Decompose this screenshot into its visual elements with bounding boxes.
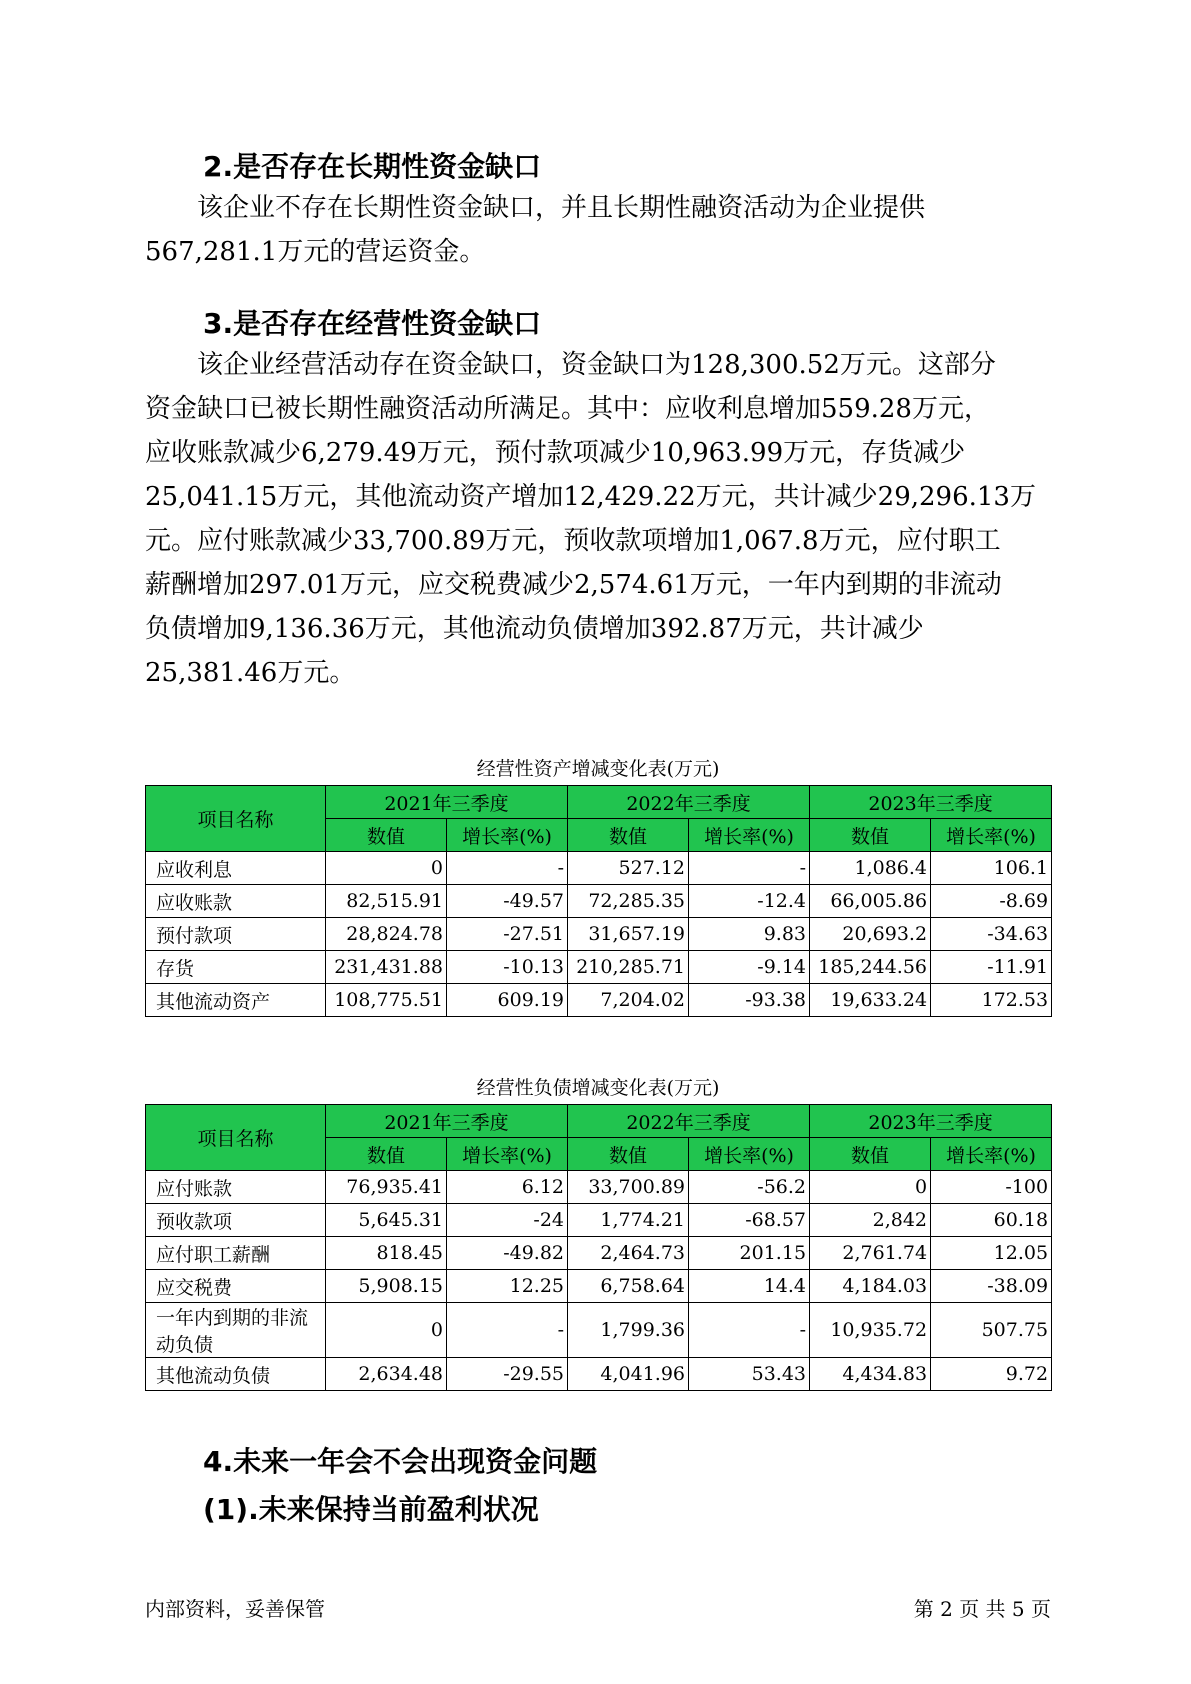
section3-paragraph <box>145 343 1045 695</box>
cell-value: 2,761.74 <box>810 1237 931 1270</box>
table1-caption: 经营性资产增减变化表(万元) <box>476 758 720 780</box>
cell-growth-rate: 201.15 <box>689 1237 810 1270</box>
cell-value: 4,434.83 <box>810 1358 931 1391</box>
cell-growth-rate: 12.05 <box>931 1237 1052 1270</box>
cell-value: 19,633.24 <box>810 984 931 1017</box>
table2-caption: 经营性负债增减变化表(万元) <box>476 1077 720 1099</box>
section3-heading: 3.是否存在经营性资金缺口 <box>203 307 542 340</box>
row-item-name: 存货 <box>146 951 326 984</box>
header-value: 数值 <box>568 1138 689 1171</box>
liability-change-table <box>145 1104 1052 1391</box>
row-item-name: 预付款项 <box>146 918 326 951</box>
cell-growth-rate: 9.83 <box>689 918 810 951</box>
cell-value: 31,657.19 <box>568 918 689 951</box>
section4-subheading: (1).未来保持当前盈利状况 <box>203 1493 539 1526</box>
cell-value: 527.12 <box>568 852 689 885</box>
cell-value: 5,908.15 <box>326 1270 447 1303</box>
header-value: 数值 <box>810 1138 931 1171</box>
row-item-name: 其他流动负债 <box>146 1358 326 1391</box>
section4-heading: 4.未来一年会不会出现资金问题 <box>203 1445 598 1478</box>
cell-growth-rate: -29.55 <box>447 1358 568 1391</box>
cell-value: 231,431.88 <box>326 951 447 984</box>
row-item-name: 一年内到期的非流动负债 <box>146 1303 326 1358</box>
paragraph-line: 567,281.1万元的营运资金。 <box>145 237 486 267</box>
header-period: 2021年三季度 <box>326 1105 568 1138</box>
cell-value: 6,758.64 <box>568 1270 689 1303</box>
paragraph-line: 该企业经营活动存在资金缺口，资金缺口为128,300.52万元。这部分 <box>197 350 996 380</box>
cell-growth-rate: -8.69 <box>931 885 1052 918</box>
cell-growth-rate: 507.75 <box>931 1303 1052 1358</box>
header-period: 2021年三季度 <box>326 786 568 819</box>
cell-growth-rate: 609.19 <box>447 984 568 1017</box>
cell-value: 108,775.51 <box>326 984 447 1017</box>
cell-growth-rate: 6.12 <box>447 1171 568 1204</box>
cell-growth-rate: -10.13 <box>447 951 568 984</box>
cell-growth-rate: -49.82 <box>447 1237 568 1270</box>
cell-growth-rate: -24 <box>447 1204 568 1237</box>
cell-value: 2,464.73 <box>568 1237 689 1270</box>
table-row <box>146 1204 1052 1237</box>
header-item-name: 项目名称 <box>146 1105 326 1171</box>
cell-growth-rate: -9.14 <box>689 951 810 984</box>
cell-value: 33,700.89 <box>568 1171 689 1204</box>
cell-value: 1,086.4 <box>810 852 931 885</box>
header-period: 2023年三季度 <box>810 1105 1052 1138</box>
cell-growth-rate: -27.51 <box>447 918 568 951</box>
table-row <box>146 885 1052 918</box>
footer-page-number: 第 2 页 共 5 页 <box>913 1597 1051 1621</box>
cell-growth-rate: -93.38 <box>689 984 810 1017</box>
cell-growth-rate: - <box>689 852 810 885</box>
cell-growth-rate: 172.53 <box>931 984 1052 1017</box>
table-row <box>146 852 1052 885</box>
row-item-name: 应收账款 <box>146 885 326 918</box>
table-row <box>146 984 1052 1017</box>
table-row <box>146 951 1052 984</box>
cell-growth-rate: -34.63 <box>931 918 1052 951</box>
cell-growth-rate: -100 <box>931 1171 1052 1204</box>
cell-value: 0 <box>326 852 447 885</box>
cell-value: 66,005.86 <box>810 885 931 918</box>
section2-paragraph <box>145 186 1045 274</box>
header-value: 数值 <box>810 819 931 852</box>
cell-growth-rate: 9.72 <box>931 1358 1052 1391</box>
header-period: 2022年三季度 <box>568 786 810 819</box>
cell-growth-rate: 53.43 <box>689 1358 810 1391</box>
cell-value: 4,184.03 <box>810 1270 931 1303</box>
cell-growth-rate: -49.57 <box>447 885 568 918</box>
row-item-name: 应付职工薪酬 <box>146 1237 326 1270</box>
cell-growth-rate: -12.4 <box>689 885 810 918</box>
cell-value: 1,774.21 <box>568 1204 689 1237</box>
row-item-name: 应付账款 <box>146 1171 326 1204</box>
footer-confidential-note: 内部资料，妥善保管 <box>145 1597 325 1621</box>
row-item-name: 应收利息 <box>146 852 326 885</box>
paragraph-line: 25,381.46万元。 <box>145 658 356 688</box>
cell-value: 2,842 <box>810 1204 931 1237</box>
cell-growth-rate: 106.1 <box>931 852 1052 885</box>
cell-growth-rate: 60.18 <box>931 1204 1052 1237</box>
cell-value: 0 <box>326 1303 447 1358</box>
cell-value: 0 <box>810 1171 931 1204</box>
header-period: 2022年三季度 <box>568 1105 810 1138</box>
cell-value: 10,935.72 <box>810 1303 931 1358</box>
cell-growth-rate: 14.4 <box>689 1270 810 1303</box>
header-rate: 增长率(%) <box>447 819 568 852</box>
row-item-name: 其他流动资产 <box>146 984 326 1017</box>
cell-value: 5,645.31 <box>326 1204 447 1237</box>
cell-value: 76,935.41 <box>326 1171 447 1204</box>
paragraph-line: 25,041.15万元，其他流动资产增加12,429.22万元，共计减少29,296.13万 <box>145 482 1036 512</box>
cell-value: 28,824.78 <box>326 918 447 951</box>
cell-value: 818.45 <box>326 1237 447 1270</box>
table-row <box>146 918 1052 951</box>
header-value: 数值 <box>568 819 689 852</box>
header-rate: 增长率(%) <box>689 819 810 852</box>
cell-growth-rate: - <box>447 1303 568 1358</box>
cell-value: 210,285.71 <box>568 951 689 984</box>
cell-growth-rate: 12.25 <box>447 1270 568 1303</box>
header-value: 数值 <box>326 819 447 852</box>
header-period: 2023年三季度 <box>810 786 1052 819</box>
header-rate: 增长率(%) <box>689 1138 810 1171</box>
table-row <box>146 1358 1052 1391</box>
row-item-name: 预收款项 <box>146 1204 326 1237</box>
cell-growth-rate: - <box>447 852 568 885</box>
cell-growth-rate: - <box>689 1303 810 1358</box>
cell-growth-rate: -68.57 <box>689 1204 810 1237</box>
cell-value: 72,285.35 <box>568 885 689 918</box>
header-rate: 增长率(%) <box>447 1138 568 1171</box>
table-row <box>146 1237 1052 1270</box>
table-row <box>146 1171 1052 1204</box>
cell-growth-rate: -56.2 <box>689 1171 810 1204</box>
header-value: 数值 <box>326 1138 447 1171</box>
paragraph-line: 元。应付账款减少33,700.89万元，预收款项增加1,067.8万元，应付职工 <box>145 526 1001 556</box>
row-item-name: 应交税费 <box>146 1270 326 1303</box>
header-rate: 增长率(%) <box>931 819 1052 852</box>
cell-value: 20,693.2 <box>810 918 931 951</box>
paragraph-line: 应收账款减少6,279.49万元，预付款项减少10,963.99万元，存货减少 <box>145 438 966 468</box>
paragraph-line: 薪酬增加297.01万元，应交税费减少2,574.61万元，一年内到期的非流动 <box>145 570 1002 600</box>
cell-value: 2,634.48 <box>326 1358 447 1391</box>
table-row <box>146 1303 1052 1358</box>
table-row <box>146 1270 1052 1303</box>
section2-heading: 2.是否存在长期性资金缺口 <box>203 150 542 183</box>
paragraph-line: 资金缺口已被长期性融资活动所满足。其中：应收利息增加559.28万元， <box>145 394 990 424</box>
cell-value: 185,244.56 <box>810 951 931 984</box>
cell-growth-rate: -11.91 <box>931 951 1052 984</box>
asset-change-table <box>145 785 1052 1017</box>
cell-value: 4,041.96 <box>568 1358 689 1391</box>
cell-value: 7,204.02 <box>568 984 689 1017</box>
cell-value: 82,515.91 <box>326 885 447 918</box>
cell-growth-rate: -38.09 <box>931 1270 1052 1303</box>
header-item-name: 项目名称 <box>146 786 326 852</box>
paragraph-line: 该企业不存在长期性资金缺口，并且长期性融资活动为企业提供 <box>197 193 926 223</box>
paragraph-line: 负债增加9,136.36万元，其他流动负债增加392.87万元，共计减少 <box>145 614 924 644</box>
header-rate: 增长率(%) <box>931 1138 1052 1171</box>
cell-value: 1,799.36 <box>568 1303 689 1358</box>
